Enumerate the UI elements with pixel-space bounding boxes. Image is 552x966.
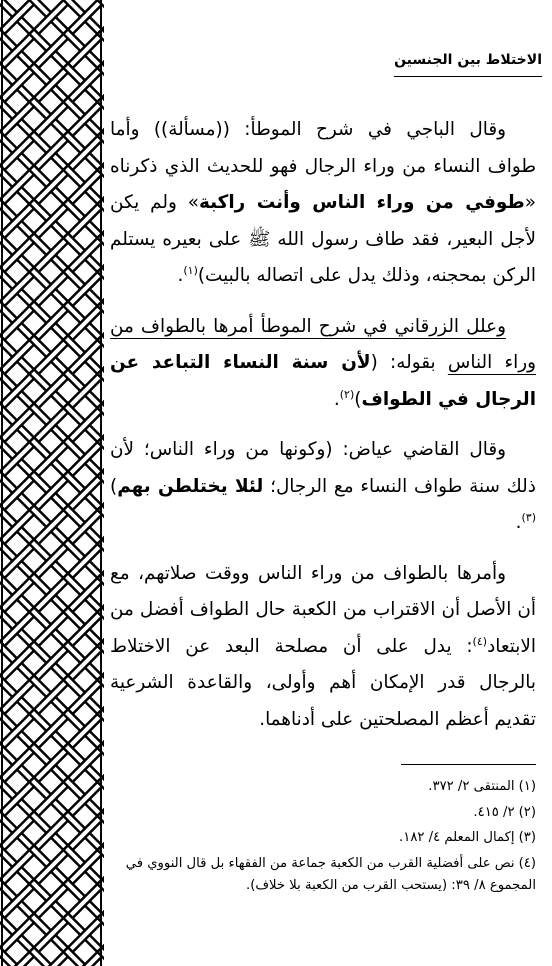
footnote-reference: (٣) <box>521 510 536 524</box>
page <box>108 0 542 966</box>
footnote-text: إكمال المعلم ٤/ ١٨٢. <box>399 830 515 845</box>
bold-quote: لئلا يختلطن بهم <box>117 475 264 497</box>
main-text <box>110 112 536 738</box>
text-segment: . <box>515 512 522 533</box>
header-rule <box>394 76 542 77</box>
footnote <box>112 776 536 799</box>
footnotes <box>112 776 536 901</box>
footnote-text: المنتقى ٢/ ٣٧٢. <box>428 779 515 794</box>
text-segment: . <box>177 265 184 286</box>
footnote-number: (١) <box>518 779 536 794</box>
running-header: الاختلاط بين الجنسين <box>394 52 542 68</box>
text-segment: بقوله: ( <box>370 352 448 373</box>
footnote-reference: (٤) <box>472 634 488 648</box>
footnote-number: (٢) <box>518 804 536 820</box>
footnote-number: (٣) <box>518 830 536 845</box>
footnote-reference: (١) <box>183 263 198 277</box>
footnote-text: نص على أفضلية القرب من الكعبة جماعة من الفقهاء بل قال النووي في المجموع ٨/ ٣٩: (يستحب القرب من الكعبة بلا خلاف). <box>125 855 536 893</box>
text-segment: وقال القاضي عياض: (وكونها من وراء الناس؛ لأن ذلك سنة طواف النساء مع الرجال؛ <box>110 439 536 497</box>
footnote <box>112 853 536 898</box>
bold-quote: طوفي من وراء الناس وأنت راكبة <box>199 192 525 213</box>
text-segment: » ولم يكن لأجل البعير، فقد طاف رسول الله ﷺ على بعيره يستلم الركن بمحجنه، وذلك يدل على اتصاله بالبيت) <box>110 192 536 286</box>
footnote-separator <box>401 764 536 765</box>
footnote-text: ٢/ ٤١٥. <box>473 804 515 820</box>
text-segment: : يدل على أن مصلحة البعد عن الاختلاط بالرجال قدر الإمكان أهم وأولى، والقاعدة الشرعية تقديم أعظم المصلحتين على أدناهما. <box>110 635 536 730</box>
footnote-reference: (٢) <box>339 387 355 401</box>
text-segment: وأمرها بالطواف من وراء الناس ووقت صلاتهم، مع أن الأصل أن الاقتراب من الكعبة حال الطواف أفضل من الابتعاد <box>110 562 536 657</box>
paragraph <box>110 556 536 739</box>
text-segment: ) <box>354 388 362 410</box>
text-segment: . <box>333 388 340 410</box>
interlace-knot-border-icon <box>0 0 104 966</box>
paragraph <box>110 112 536 295</box>
paragraph <box>110 309 536 419</box>
ornamental-border <box>0 0 104 966</box>
footnote-number: (٤) <box>518 855 536 871</box>
footnote <box>112 802 536 825</box>
text-segment: وقال الباجي في شرح الموطأ: ((مسألة)) وأما طواف النساء من وراء الرجال فهو للحديث الذي ذكرناه « <box>110 119 536 213</box>
text-segment: ) <box>110 475 118 497</box>
underlined-text: وعلل الزرقاني في شرح الموطأ أمرها بالطواف من وراء الناس <box>110 315 536 373</box>
footnote <box>112 827 536 850</box>
paragraph <box>110 432 536 542</box>
bold-quote: لأن سنة النساء التباعد عن الرجال في الطواف <box>110 352 536 410</box>
